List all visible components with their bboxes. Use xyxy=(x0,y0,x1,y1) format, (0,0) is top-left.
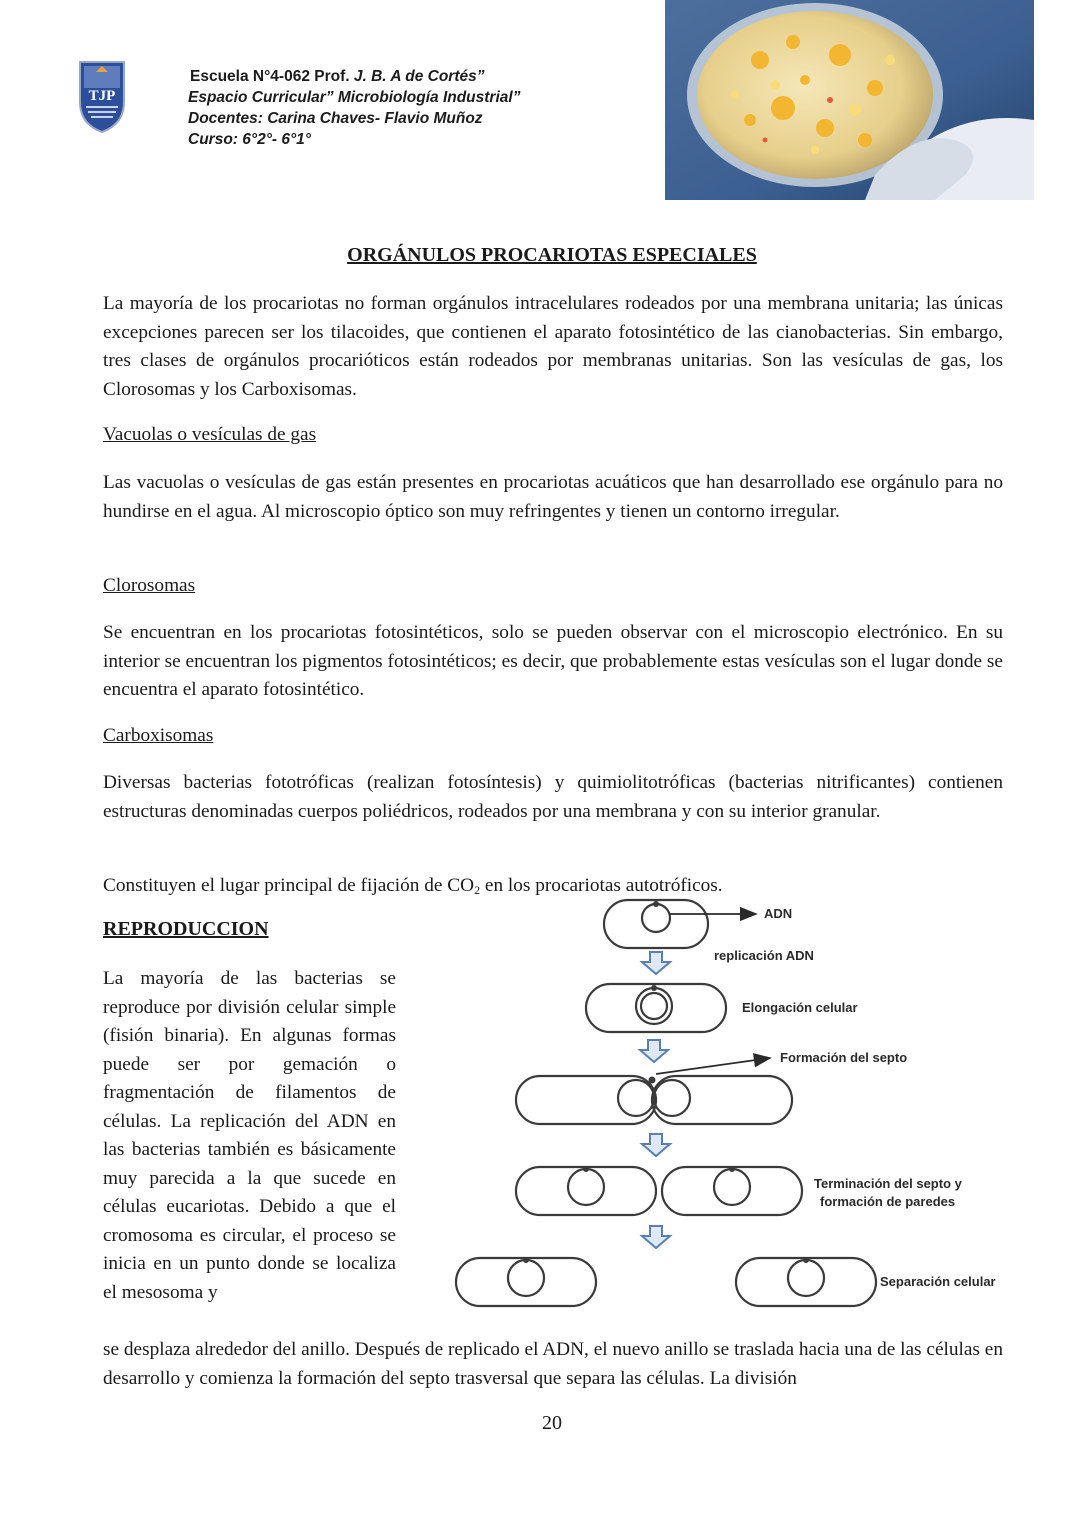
reproduction-continuation: se desplaza alrededor del anillo. Después de replicado el ADN, el nuevo anillo se traslada hacia una de las células en desarrollo y comienza la formación del septo trasversal que separa las células. La división xyxy=(103,1339,1003,1389)
logo-text: TJP xyxy=(88,88,116,104)
teachers-line: Docentes: Carina Chaves- Flavio Muñoz xyxy=(188,110,483,127)
reproduction-column-text: La mayoría de las bacterias se reproduce por división celular simple (fisión binaria). En algunas formas puede ser por gemación o fragmentación de filamentos de células. La replicación del ADN en las bacterias también es básicamente muy parecida a la que sucede en células eucariotas. Debido a que el cromosoma es circular, el proceso se inicia en un punto donde se localiza el mesosoma y xyxy=(103,968,396,1303)
dna-ring-right xyxy=(654,1080,690,1116)
label-termination-1: Terminación del septo y xyxy=(814,1176,962,1191)
school-name: J. B. A de Cortés” xyxy=(353,68,485,85)
binary-fission-diagram xyxy=(440,890,1020,1320)
petri-dish-photo xyxy=(665,0,1034,200)
down-arrow-2 xyxy=(640,1040,668,1062)
dna-ring-inner xyxy=(641,993,667,1019)
co2-subscript: 2 xyxy=(474,883,481,897)
curricular-space: Espacio Curricular” Microbiología Industrial” xyxy=(188,89,521,106)
school-logo xyxy=(76,58,128,134)
section-text-clorosomas: Se encuentran en los procariotas fotosintéticos, solo se pueden observar con el microscopio electrónico. En su interior se encuentran los pigmentos fotosintéticos; es decir, que probablemente estas vesículas son el lugar donde se encuentra el aparato fotosintético. xyxy=(103,622,1003,700)
section-heading-carboxisomas: Carboxisomas xyxy=(103,725,214,746)
header-block xyxy=(188,66,520,150)
reproduction-heading: REPRODUCCION xyxy=(103,918,269,940)
page-title: ORGÁNULOS PROCARIOTAS ESPECIALES xyxy=(347,244,757,266)
intro-paragraph: La mayoría de los procariotas no forman orgánulos intracelulares rodeados por una membrana unitaria; las únicas excepciones parecen ser los tilacoides, que contienen el aparato fotosintético de las cianobacterias. Sin embargo, tres clases de orgánulos procarióticos están rodeados por membranas unitarias. Son las vesículas de gas, los Clorosomas y los Carboxisomas. xyxy=(103,293,1003,400)
down-arrow-4 xyxy=(642,1226,670,1248)
school-prefix: Escuela N°4-062 Prof. xyxy=(190,68,354,85)
label-adn: ADN xyxy=(764,906,793,921)
school-line xyxy=(190,66,520,87)
label-termination-2: formación de paredes xyxy=(820,1194,956,1209)
dna-ring-sep-right xyxy=(788,1260,824,1296)
dna-ring-term-right xyxy=(714,1169,750,1205)
label-elongation: Elongación celular xyxy=(742,1000,858,1015)
cell-separated-left xyxy=(456,1258,596,1306)
label-separation: Separación celular xyxy=(880,1274,996,1289)
section-heading-clorosomas: Clorosomas xyxy=(103,575,196,596)
co2-after: en los procariotas autotróficos. xyxy=(480,875,723,896)
dna-ring-term-left xyxy=(568,1169,604,1205)
label-septum: Formación del septo xyxy=(780,1050,908,1065)
section-text-vacuolas: Las vacuolas o vesículas de gas están presentes en procariotas acuáticos que han desarrollado ese orgánulo para no hundirse en el agua. Al microscopio óptico son muy refringentes y tienen un contorno irregular. xyxy=(103,472,1003,522)
cell-termination-left xyxy=(516,1167,656,1215)
course-line: Curso: 6°2°- 6°1° xyxy=(188,131,311,148)
dna-ring-left xyxy=(618,1080,654,1116)
dna-ring-initial xyxy=(642,904,670,932)
cell-termination-right xyxy=(662,1167,802,1215)
cell-initial xyxy=(604,900,708,948)
down-arrow-3 xyxy=(642,1134,670,1156)
co2-before: Constituyen el lugar principal de fijación de CO xyxy=(103,875,475,896)
dna-ring-sep-left xyxy=(508,1260,544,1296)
section-heading-vacuolas: Vacuolas o vesículas de gas xyxy=(103,424,317,445)
down-arrow-1 xyxy=(642,952,670,974)
cell-separated-right xyxy=(736,1258,876,1306)
section-text-carboxisomas: Diversas bacterias fototróficas (realizan fotosíntesis) y quimiolitotróficas (bacterias nitrificantes) contienen estructuras denominadas cuerpos poliédricos, rodeados por una membrana y con su interior granular. xyxy=(103,772,1003,822)
label-replication: replicación ADN xyxy=(714,948,814,963)
page-number: 20 xyxy=(542,1412,562,1434)
